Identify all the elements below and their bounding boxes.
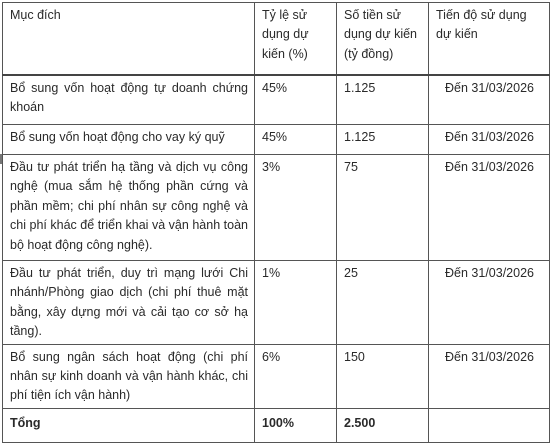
row-schedule: Đến 31/03/2026 (429, 261, 550, 345)
row-percent: 45% (255, 75, 337, 125)
row-amount: 25 (337, 261, 429, 345)
table-row (3, 75, 550, 125)
row-percent: 3% (255, 155, 337, 261)
total-label: Tổng (3, 408, 255, 442)
row-amount: 75 (337, 155, 429, 261)
table-row (3, 155, 550, 261)
total-amount: 2.500 (337, 408, 429, 442)
table-row (3, 125, 550, 155)
row-purpose: Bổ sung vốn hoạt động cho vay ký quỹ (3, 125, 255, 155)
row-amount: 1.125 (337, 75, 429, 125)
total-percent: 100% (255, 408, 337, 442)
total-schedule (429, 408, 550, 442)
header-schedule: Tiến độ sử dụng dự kiến (429, 3, 550, 75)
row-percent: 1% (255, 261, 337, 345)
row-purpose: Bổ sung ngân sách hoạt động (chi phí nhân sự kinh doanh và vận hành khác, chi phí tiện ích vận hành) (3, 344, 255, 408)
table-row (3, 344, 550, 408)
row-percent: 6% (255, 344, 337, 408)
row-percent: 45% (255, 125, 337, 155)
capital-allocation-table (2, 2, 550, 443)
row-schedule: Đến 31/03/2026 (429, 344, 550, 408)
header-amount: Số tiền sử dụng dự kiến (tỷ đồng) (337, 3, 429, 75)
row-purpose: Đầu tư phát triển, duy trì mạng lưới Chi nhánh/Phòng giao dịch (chi phí thuê mặt bằng, xây dựng mới và cải tạo cơ sở hạ tầng). (3, 261, 255, 345)
table-header-row (3, 3, 550, 75)
row-purpose: Bổ sung vốn hoạt động tự doanh chứng khoán (3, 75, 255, 125)
header-percent: Tỷ lệ sử dụng dự kiến (%) (255, 3, 337, 75)
row-purpose: Đầu tư phát triển hạ tầng và dịch vụ công nghệ (mua sắm hệ thống phần cứng và phần mềm; chi phí nhân sự công nghệ và chi phí khác để triển khai và vận hành toàn bộ hoạt động công nghệ). (3, 155, 255, 261)
row-schedule: Đến 31/03/2026 (429, 155, 550, 261)
header-purpose: Mục đích (3, 3, 255, 75)
table-row (3, 261, 550, 345)
row-amount: 150 (337, 344, 429, 408)
row-schedule: Đến 31/03/2026 (429, 75, 550, 125)
table-total-row (3, 408, 550, 442)
row-schedule: Đến 31/03/2026 (429, 125, 550, 155)
row-amount: 1.125 (337, 125, 429, 155)
